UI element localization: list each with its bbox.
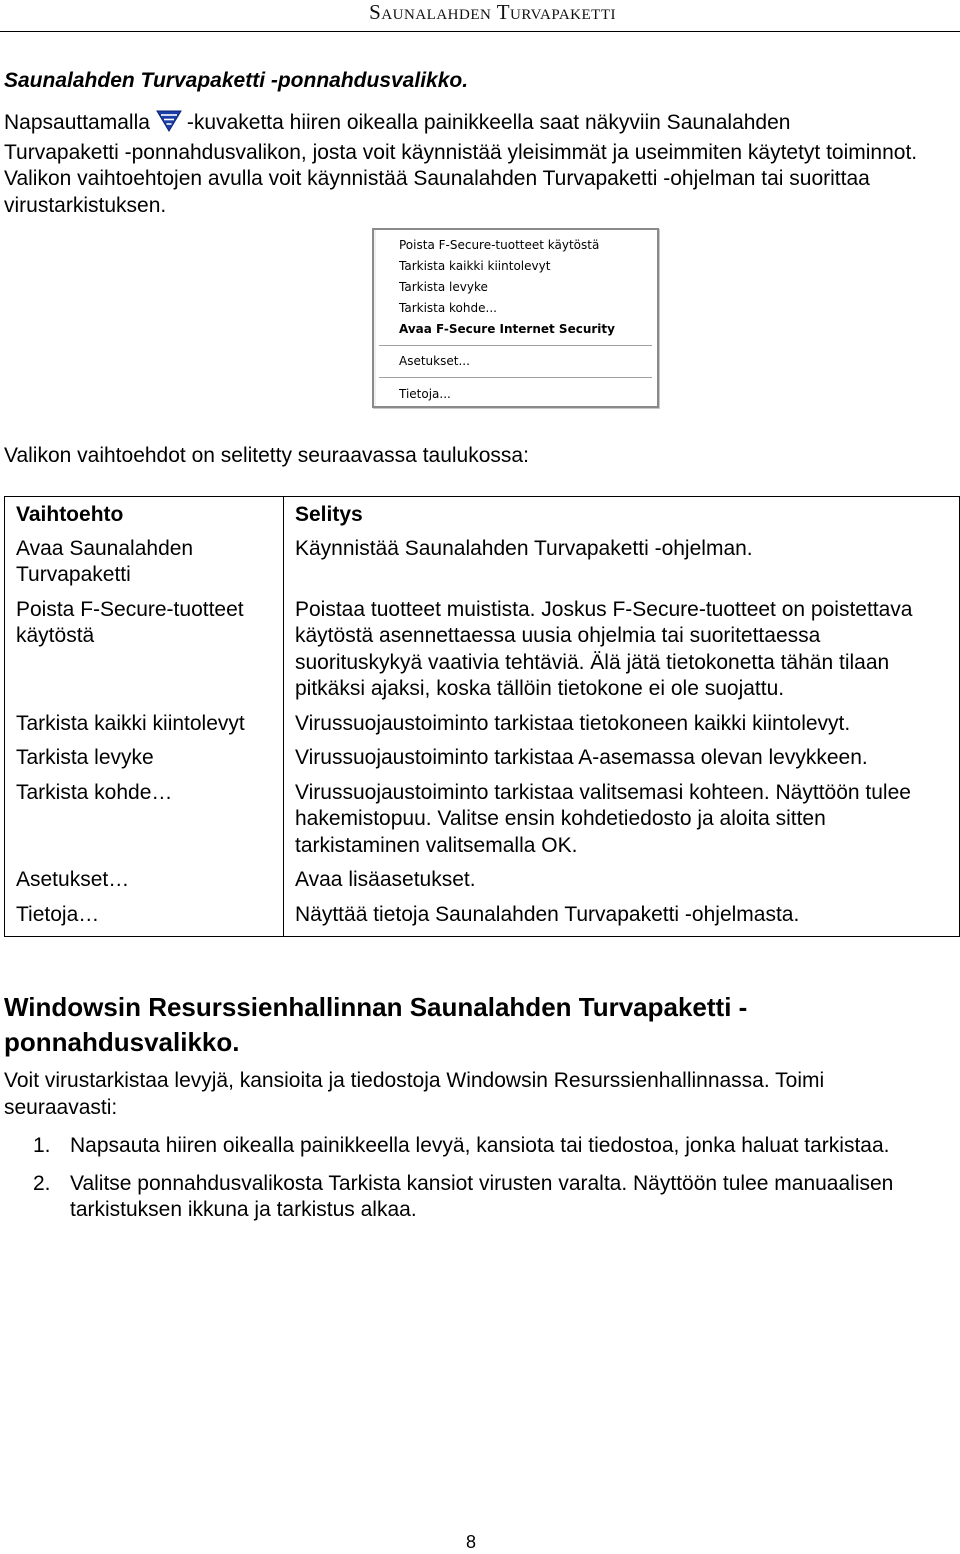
menu-item-scan-all-drives[interactable]: Tarkista kaikki kiintolevyt [399, 259, 551, 273]
menu-gutter [374, 230, 376, 406]
menu-item-open-internet-security[interactable]: Avaa F-Secure Internet Security [399, 322, 615, 336]
option-cell: Poista F-Secure-tuotteet käytöstä [5, 597, 284, 711]
page-header: Saunalahden Turvapaketti [369, 0, 616, 24]
menu-separator [379, 377, 652, 379]
para-text-after-icon: -kuvaketta hiiren oikealla painikkeella saat näkyviin Saunalahden [186, 111, 791, 134]
menu-separator [379, 345, 652, 347]
table-row [5, 536, 960, 597]
header-rule [0, 31, 960, 32]
description-cell: Näyttää tietoja Saunalahden Turvapaketti -ohjelmasta. [284, 902, 960, 937]
table-intro: Valikon vaihtoehdot on selitetty seuraavassa taulukossa: [4, 444, 529, 467]
table-row [5, 902, 960, 937]
step-text: Napsauta hiiren oikealla painikkeella levyä, kansiota tai tiedostoa, jonka haluat tarkistaa. [70, 1134, 890, 1157]
description-cell: Virussuojaustoiminto tarkistaa A-asemassa olevan levykkeen. [284, 745, 960, 780]
intro-paragraph [4, 110, 934, 219]
para-text-rest: Turvapaketti -ponnahdusvalikon, josta voit käynnistää yleisimmät ja useimmiten käytetyt toiminnot. Valikon vaihtoehtojen avulla voit käynnistää Saunalahden Turvapaketti -ohjelman tai suorittaa virustarkistuksen. [4, 140, 918, 217]
section-title: Saunalahden Turvapaketti -ponnahdusvalikko. [4, 69, 469, 92]
list-item [0, 1171, 900, 1224]
step-number: 1. [33, 1134, 51, 1157]
option-cell: Tarkista levyke [5, 745, 284, 780]
para-text-start: Napsauttamalla [4, 111, 150, 134]
col-header-option: Vaihtoehto [5, 497, 284, 536]
table-row [5, 745, 960, 780]
table-row [5, 597, 960, 711]
table-row [5, 711, 960, 746]
option-cell: Tarkista kaikki kiintolevyt [5, 711, 284, 746]
steps-list [0, 1133, 900, 1235]
description-cell: Avaa lisäasetukset. [284, 867, 960, 902]
menu-item-scan-floppy[interactable]: Tarkista levyke [399, 280, 488, 294]
menu-item-about[interactable]: Tietoja... [399, 387, 451, 401]
f-secure-shield-icon [156, 110, 182, 140]
option-cell: Tarkista kohde… [5, 780, 284, 868]
table-row [5, 867, 960, 902]
description-cell: Virussuojaustoiminto tarkistaa tietokoneen kaikki kiintolevyt. [284, 711, 960, 746]
option-cell: Asetukset… [5, 867, 284, 902]
table-row [5, 780, 960, 868]
step-number: 2. [33, 1171, 51, 1195]
option-cell: Tietoja… [5, 902, 284, 937]
menu-item-settings[interactable]: Asetukset... [399, 354, 470, 368]
section2-intro: Voit virustarkistaa levyjä, kansioita ja tiedostoja Windowsin Resurssienhallinnassa. Toimi seuraavasti: [4, 1069, 825, 1119]
page-number: 8 [466, 1532, 477, 1552]
section-heading: Windowsin Resurssienhallinnan Saunalahden Turvapaketti - ponnahdusvalikko. [4, 992, 748, 1057]
table-header-row [5, 497, 960, 536]
options-table [4, 496, 960, 937]
step-text: Valitse ponnahdusvalikosta Tarkista kansiot virusten varalta. Näyttöön tulee manuaalisen tarkistuksen ikkuna ja tarkistus alkaa. [70, 1171, 894, 1221]
description-cell: Käynnistää Saunalahden Turvapaketti -ohjelman. [284, 536, 960, 597]
popup-menu-screenshot [372, 228, 659, 408]
menu-item-scan-target[interactable]: Tarkista kohde... [399, 301, 497, 315]
description-cell: Poistaa tuotteet muistista. Joskus F-Secure-tuotteet on poistettava käytöstä asennettaessa uusia ohjelmia tai suoritettaessa suorituskykyä vaativia tehtäviä. Älä jätä tietokonetta tähän tilaan pitkäksi ajaksi, koska tällöin tietokone ei ole suojattu. [284, 597, 960, 711]
menu-item-disable[interactable]: Poista F-Secure-tuotteet käytöstä [399, 238, 600, 252]
list-item [0, 1133, 900, 1160]
description-cell: Virussuojaustoiminto tarkistaa valitsemasi kohteen. Näyttöön tulee hakemistopuu. Valitse ensin kohdetiedosto ja aloita sitten tarkistaminen valitsemalla OK. [284, 780, 960, 868]
option-cell: Avaa Saunalahden Turvapaketti [5, 536, 284, 597]
col-header-description: Selitys [284, 497, 960, 536]
